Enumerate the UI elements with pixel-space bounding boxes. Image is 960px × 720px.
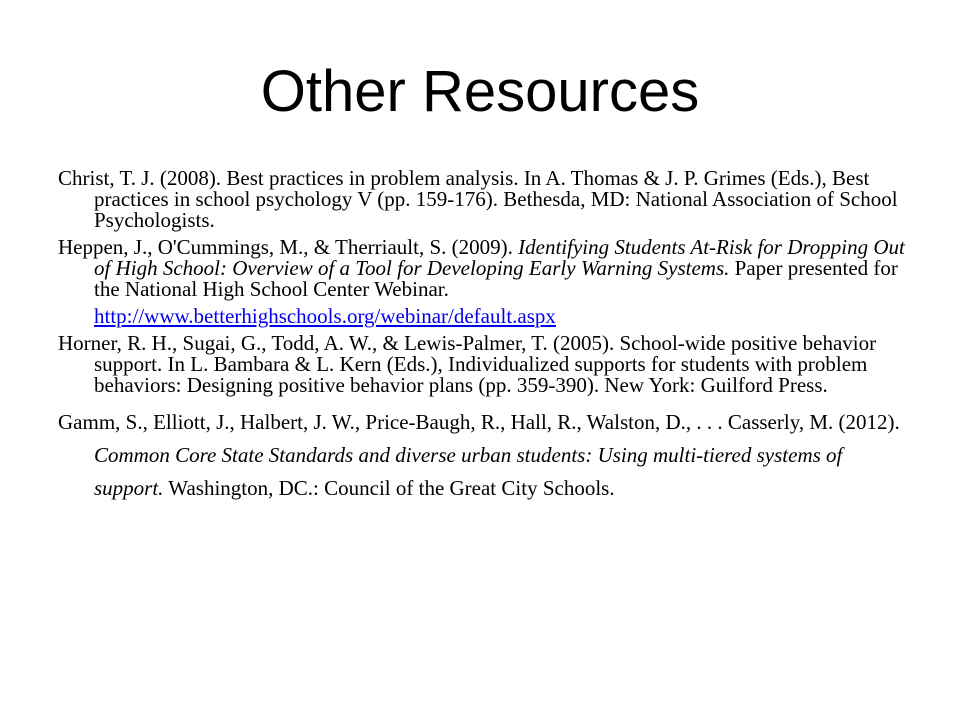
reference-heppen-link[interactable]: http://www.betterhighschools.org/webinar/default.aspx <box>94 304 556 328</box>
reference-gamm <box>58 406 908 505</box>
reference-heppen-link-line <box>58 306 908 327</box>
reference-gamm-title: Common Core State Standards and diverse urban students: Using multi-tiered systems of support. <box>94 443 843 500</box>
reference-christ: Christ, T. J. (2008). Best practices in problem analysis. In A. Thomas & J. P. Grimes (Eds.), Best practices in school psychology V (pp. 159-176). Bethesda, MD: National Association of School Psychologists. <box>58 166 898 232</box>
reference-heppen-rest: Paper presented for the National High School Center Webinar. <box>94 256 898 301</box>
reference-list <box>58 168 908 511</box>
reference-heppen <box>58 237 908 300</box>
reference-horner: Horner, R. H., Sugai, G., Todd, A. W., & Lewis-Palmer, T. (2005). School-wide positive behavior support. In L. Bambara & L. Kern (Eds.), Individualized supports for students with problem behaviors: Designing positive behavior plans (pp. 359-390). New York: Guilford Press. <box>58 331 877 397</box>
reference-heppen-title: Identifying Students At-Risk for Dropping Out of High School: Overview of a Tool for Developing Early Warning Systems. <box>94 235 905 280</box>
reference-gamm-rest: Washington, DC.: Council of the Great City Schools. <box>163 476 615 500</box>
slide-title: Other Resources <box>260 59 700 124</box>
reference-heppen-authors: Heppen, J., O'Cummings, M., & Therriault, S. (2009). <box>58 235 519 259</box>
reference-gamm-authors: Gamm, S., Elliott, J., Halbert, J. W., Price-Baugh, R., Hall, R., Walston, D., . . . Casserly, M. (2012). <box>58 410 900 434</box>
